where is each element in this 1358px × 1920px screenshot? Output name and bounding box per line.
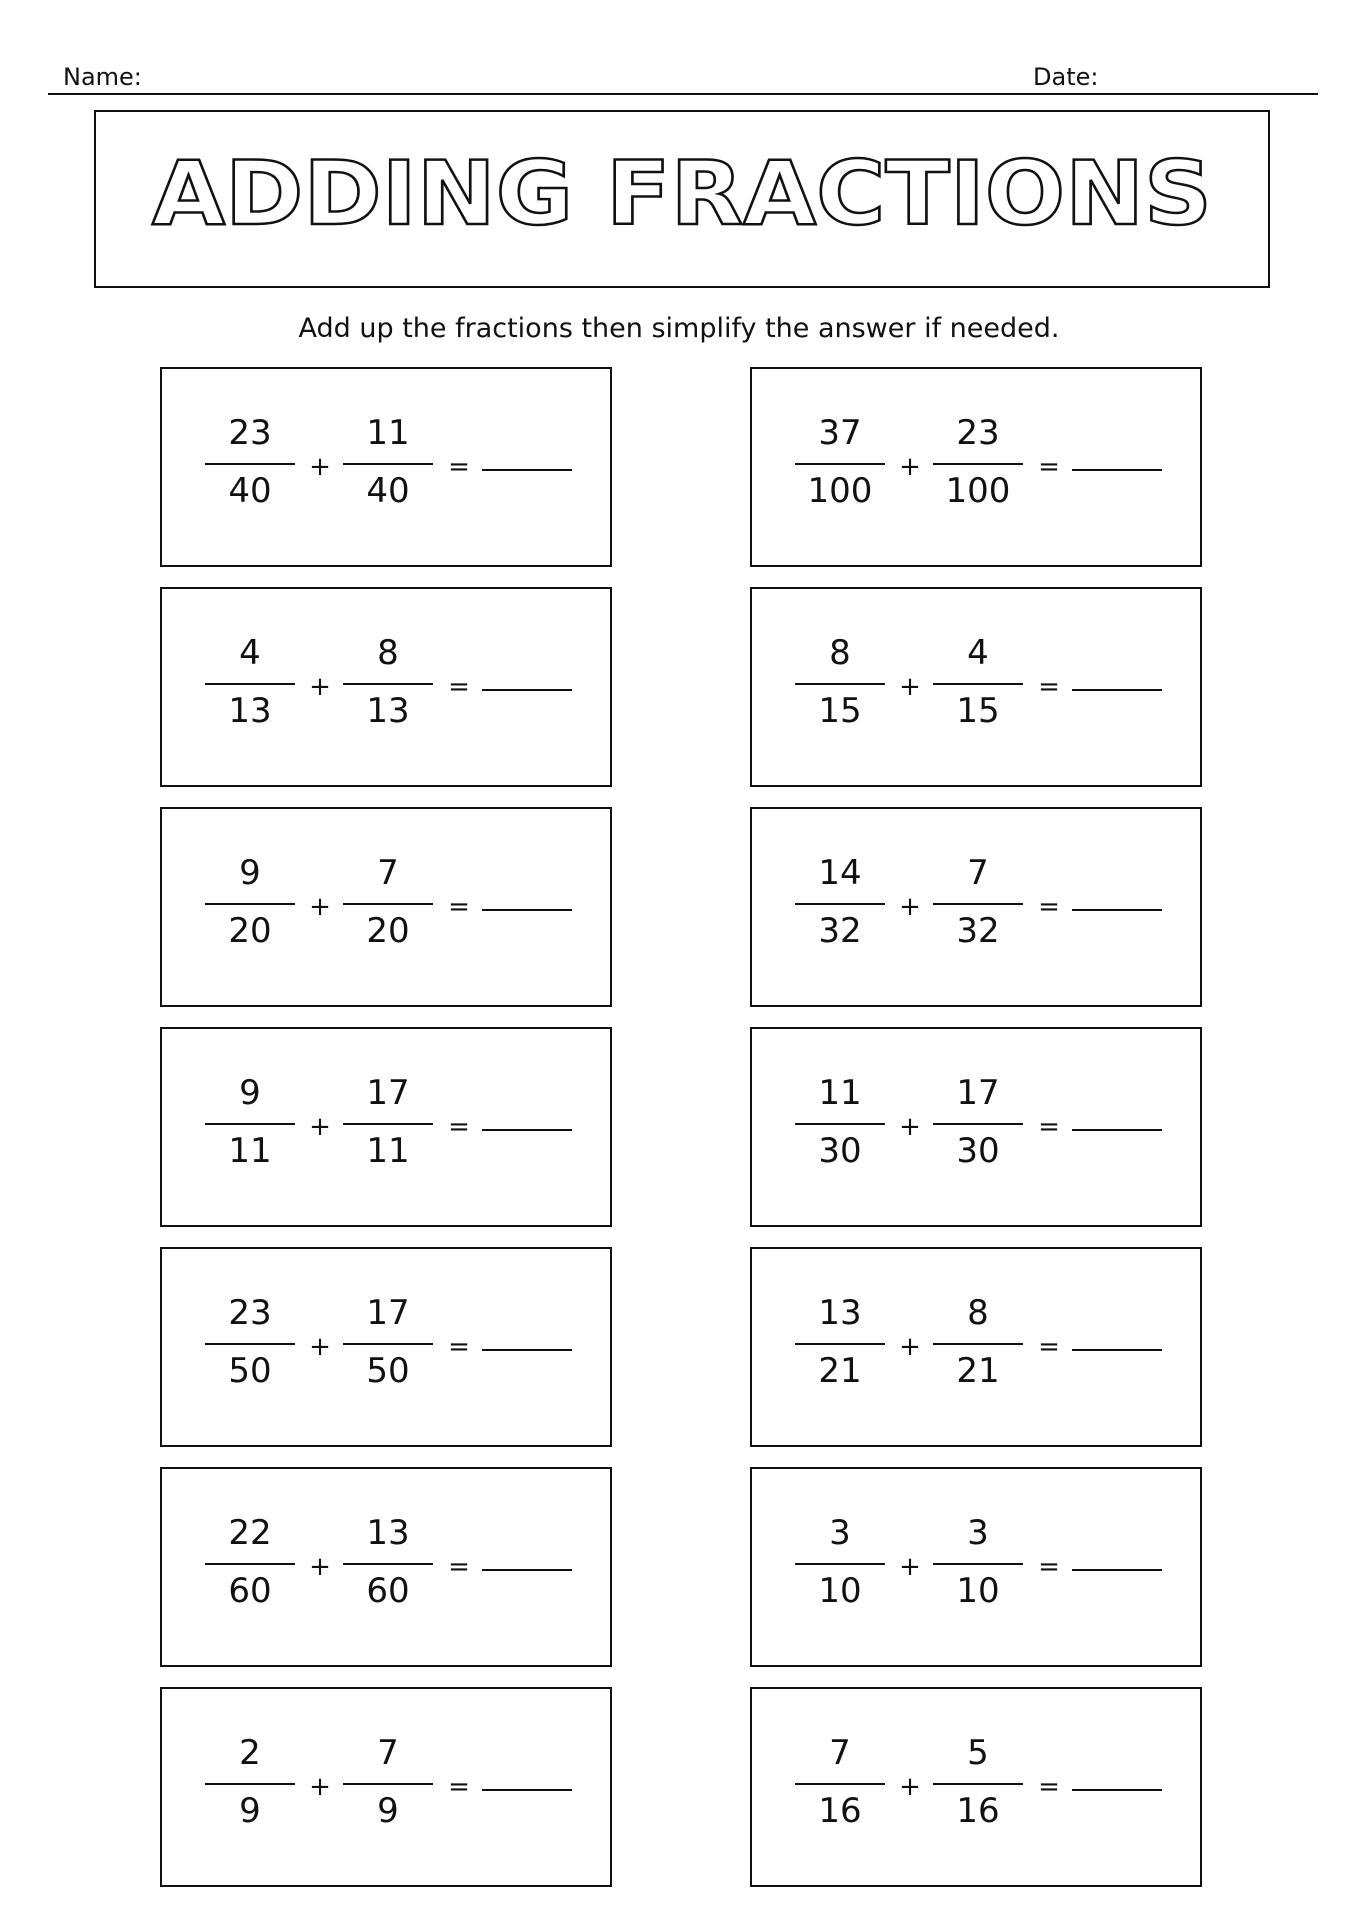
answer-blank[interactable] — [1072, 1569, 1162, 1571]
equals-sign: = — [448, 1112, 470, 1142]
problem-box — [750, 1027, 1202, 1227]
answer-blank[interactable] — [482, 909, 572, 911]
denominator: 40 — [366, 471, 410, 511]
numerator: 11 — [818, 1073, 862, 1113]
fraction-first — [795, 1073, 885, 1185]
answer-blank[interactable] — [1072, 1789, 1162, 1791]
fraction-second — [933, 1073, 1023, 1185]
problem-box — [750, 367, 1202, 567]
answer-blank[interactable] — [1072, 909, 1162, 911]
equals-sign: = — [448, 1772, 470, 1802]
denominator: 21 — [956, 1351, 1000, 1391]
numerator: 23 — [228, 413, 272, 453]
answer-blank[interactable] — [1072, 469, 1162, 471]
numerator: 4 — [239, 633, 261, 673]
fraction-bar — [795, 463, 885, 465]
numerator: 3 — [967, 1513, 989, 1553]
equals-sign: = — [448, 1552, 470, 1582]
fraction-bar — [795, 1563, 885, 1565]
fraction-bar — [795, 1343, 885, 1345]
fraction-bar — [205, 903, 295, 905]
fraction-first — [795, 853, 885, 965]
numerator: 37 — [818, 413, 862, 453]
fraction-second — [933, 1513, 1023, 1625]
numerator: 11 — [366, 413, 410, 453]
fraction-bar — [343, 683, 433, 685]
fraction-bar — [933, 1123, 1023, 1125]
denominator: 30 — [956, 1131, 1000, 1171]
fraction-bar — [795, 683, 885, 685]
fraction-first — [795, 413, 885, 525]
denominator: 20 — [366, 911, 410, 951]
equals-sign: = — [1038, 892, 1060, 922]
numerator: 8 — [377, 633, 399, 673]
plus-sign: + — [899, 1772, 921, 1802]
equals-sign: = — [448, 672, 470, 702]
denominator: 15 — [956, 691, 1000, 731]
fraction-second — [343, 1733, 433, 1845]
equals-sign: = — [1038, 1552, 1060, 1582]
plus-sign: + — [899, 1112, 921, 1142]
fraction-first — [795, 633, 885, 745]
numerator: 4 — [967, 633, 989, 673]
fraction-second — [933, 1293, 1023, 1405]
denominator: 32 — [956, 911, 1000, 951]
problem-box — [750, 807, 1202, 1007]
denominator: 11 — [366, 1131, 410, 1171]
fraction-bar — [933, 1563, 1023, 1565]
denominator: 40 — [228, 471, 272, 511]
denominator: 9 — [377, 1791, 399, 1831]
problem-box — [160, 587, 612, 787]
answer-blank[interactable] — [482, 1349, 572, 1351]
numerator: 22 — [228, 1513, 272, 1553]
title-box — [94, 110, 1270, 288]
denominator: 60 — [228, 1571, 272, 1611]
numerator: 2 — [239, 1733, 261, 1773]
answer-blank[interactable] — [482, 469, 572, 471]
numerator: 13 — [818, 1293, 862, 1333]
fraction-bar — [933, 903, 1023, 905]
header-rule — [48, 93, 1318, 95]
numerator: 23 — [228, 1293, 272, 1333]
fraction-second — [343, 1293, 433, 1405]
problem-box — [160, 1467, 612, 1667]
fraction-bar — [205, 1123, 295, 1125]
fraction-first — [795, 1293, 885, 1405]
denominator: 21 — [818, 1351, 862, 1391]
fraction-bar — [795, 1123, 885, 1125]
answer-blank[interactable] — [482, 1569, 572, 1571]
denominator: 50 — [366, 1351, 410, 1391]
plus-sign: + — [309, 1112, 331, 1142]
equals-sign: = — [1038, 672, 1060, 702]
numerator: 7 — [377, 853, 399, 893]
fraction-bar — [343, 1783, 433, 1785]
plus-sign: + — [309, 452, 331, 482]
equals-sign: = — [448, 1332, 470, 1362]
plus-sign: + — [899, 672, 921, 702]
fraction-first — [205, 1513, 295, 1625]
problem-box — [160, 807, 612, 1007]
plus-sign: + — [309, 1772, 331, 1802]
denominator: 9 — [239, 1791, 261, 1831]
fraction-bar — [205, 1343, 295, 1345]
denominator: 32 — [818, 911, 862, 951]
fraction-second — [343, 413, 433, 525]
denominator: 60 — [366, 1571, 410, 1611]
fraction-second — [343, 633, 433, 745]
fraction-bar — [343, 903, 433, 905]
problem-box — [160, 367, 612, 567]
fraction-first — [795, 1513, 885, 1625]
fraction-bar — [205, 463, 295, 465]
fraction-bar — [933, 1343, 1023, 1345]
problem-box — [750, 1687, 1202, 1887]
numerator: 17 — [366, 1293, 410, 1333]
equals-sign: = — [448, 892, 470, 922]
plus-sign: + — [309, 892, 331, 922]
date-label: Date: — [1033, 63, 1099, 91]
fraction-first — [795, 1733, 885, 1845]
answer-blank[interactable] — [482, 689, 572, 691]
denominator: 100 — [807, 471, 873, 511]
title-svg — [96, 112, 1268, 286]
answer-blank[interactable] — [1072, 689, 1162, 691]
plus-sign: + — [899, 452, 921, 482]
numerator: 7 — [829, 1733, 851, 1773]
answer-blank[interactable] — [482, 1789, 572, 1791]
fraction-second — [933, 853, 1023, 965]
numerator: 7 — [967, 853, 989, 893]
equals-sign: = — [1038, 452, 1060, 482]
equals-sign: = — [1038, 1332, 1060, 1362]
denominator: 50 — [228, 1351, 272, 1391]
denominator: 100 — [945, 471, 1011, 511]
fraction-bar — [933, 683, 1023, 685]
fraction-second — [343, 1513, 433, 1625]
numerator: 8 — [967, 1293, 989, 1333]
plus-sign: + — [899, 1332, 921, 1362]
fraction-second — [933, 1733, 1023, 1845]
denominator: 11 — [228, 1131, 272, 1171]
fraction-bar — [343, 1123, 433, 1125]
numerator: 13 — [366, 1513, 410, 1553]
denominator: 20 — [228, 911, 272, 951]
problem-box — [750, 1247, 1202, 1447]
fraction-first — [205, 853, 295, 965]
plus-sign: + — [309, 1332, 331, 1362]
equals-sign: = — [1038, 1772, 1060, 1802]
numerator: 3 — [829, 1513, 851, 1553]
denominator: 30 — [818, 1131, 862, 1171]
problem-box — [160, 1687, 612, 1887]
fraction-bar — [343, 1563, 433, 1565]
numerator: 17 — [956, 1073, 1000, 1113]
problem-box — [750, 1467, 1202, 1667]
denominator: 13 — [366, 691, 410, 731]
page-title: ADDING FRACTIONS — [152, 142, 1212, 245]
problem-box — [160, 1247, 612, 1447]
denominator: 10 — [956, 1571, 1000, 1611]
plus-sign: + — [309, 1552, 331, 1582]
fraction-first — [205, 1733, 295, 1845]
equals-sign: = — [1038, 1112, 1060, 1142]
fraction-first — [205, 633, 295, 745]
numerator: 8 — [829, 633, 851, 673]
fraction-bar — [205, 1563, 295, 1565]
fraction-second — [933, 633, 1023, 745]
denominator: 16 — [956, 1791, 1000, 1831]
fraction-bar — [933, 463, 1023, 465]
fraction-first — [205, 1073, 295, 1185]
problem-box — [750, 587, 1202, 787]
numerator: 23 — [956, 413, 1000, 453]
numerator: 17 — [366, 1073, 410, 1113]
numerator: 7 — [377, 1733, 399, 1773]
fraction-bar — [205, 683, 295, 685]
denominator: 10 — [818, 1571, 862, 1611]
fraction-second — [933, 413, 1023, 525]
fraction-bar — [343, 463, 433, 465]
denominator: 15 — [818, 691, 862, 731]
fraction-second — [343, 853, 433, 965]
plus-sign: + — [899, 892, 921, 922]
fraction-bar — [795, 1783, 885, 1785]
numerator: 9 — [239, 1073, 261, 1113]
fraction-bar — [933, 1783, 1023, 1785]
name-label: Name: — [63, 63, 142, 91]
plus-sign: + — [899, 1552, 921, 1582]
instructions: Add up the fractions then simplify the answer if needed. — [298, 313, 1060, 344]
denominator: 16 — [818, 1791, 862, 1831]
numerator: 9 — [239, 853, 261, 893]
plus-sign: + — [309, 672, 331, 702]
numerator: 14 — [818, 853, 862, 893]
fraction-second — [343, 1073, 433, 1185]
equals-sign: = — [448, 452, 470, 482]
answer-blank[interactable] — [1072, 1129, 1162, 1131]
fraction-first — [205, 1293, 295, 1405]
fraction-bar — [205, 1783, 295, 1785]
fraction-bar — [343, 1343, 433, 1345]
fraction-first — [205, 413, 295, 525]
numerator: 5 — [967, 1733, 989, 1773]
fraction-bar — [795, 903, 885, 905]
answer-blank[interactable] — [1072, 1349, 1162, 1351]
answer-blank[interactable] — [482, 1129, 572, 1131]
problem-box — [160, 1027, 612, 1227]
denominator: 13 — [228, 691, 272, 731]
